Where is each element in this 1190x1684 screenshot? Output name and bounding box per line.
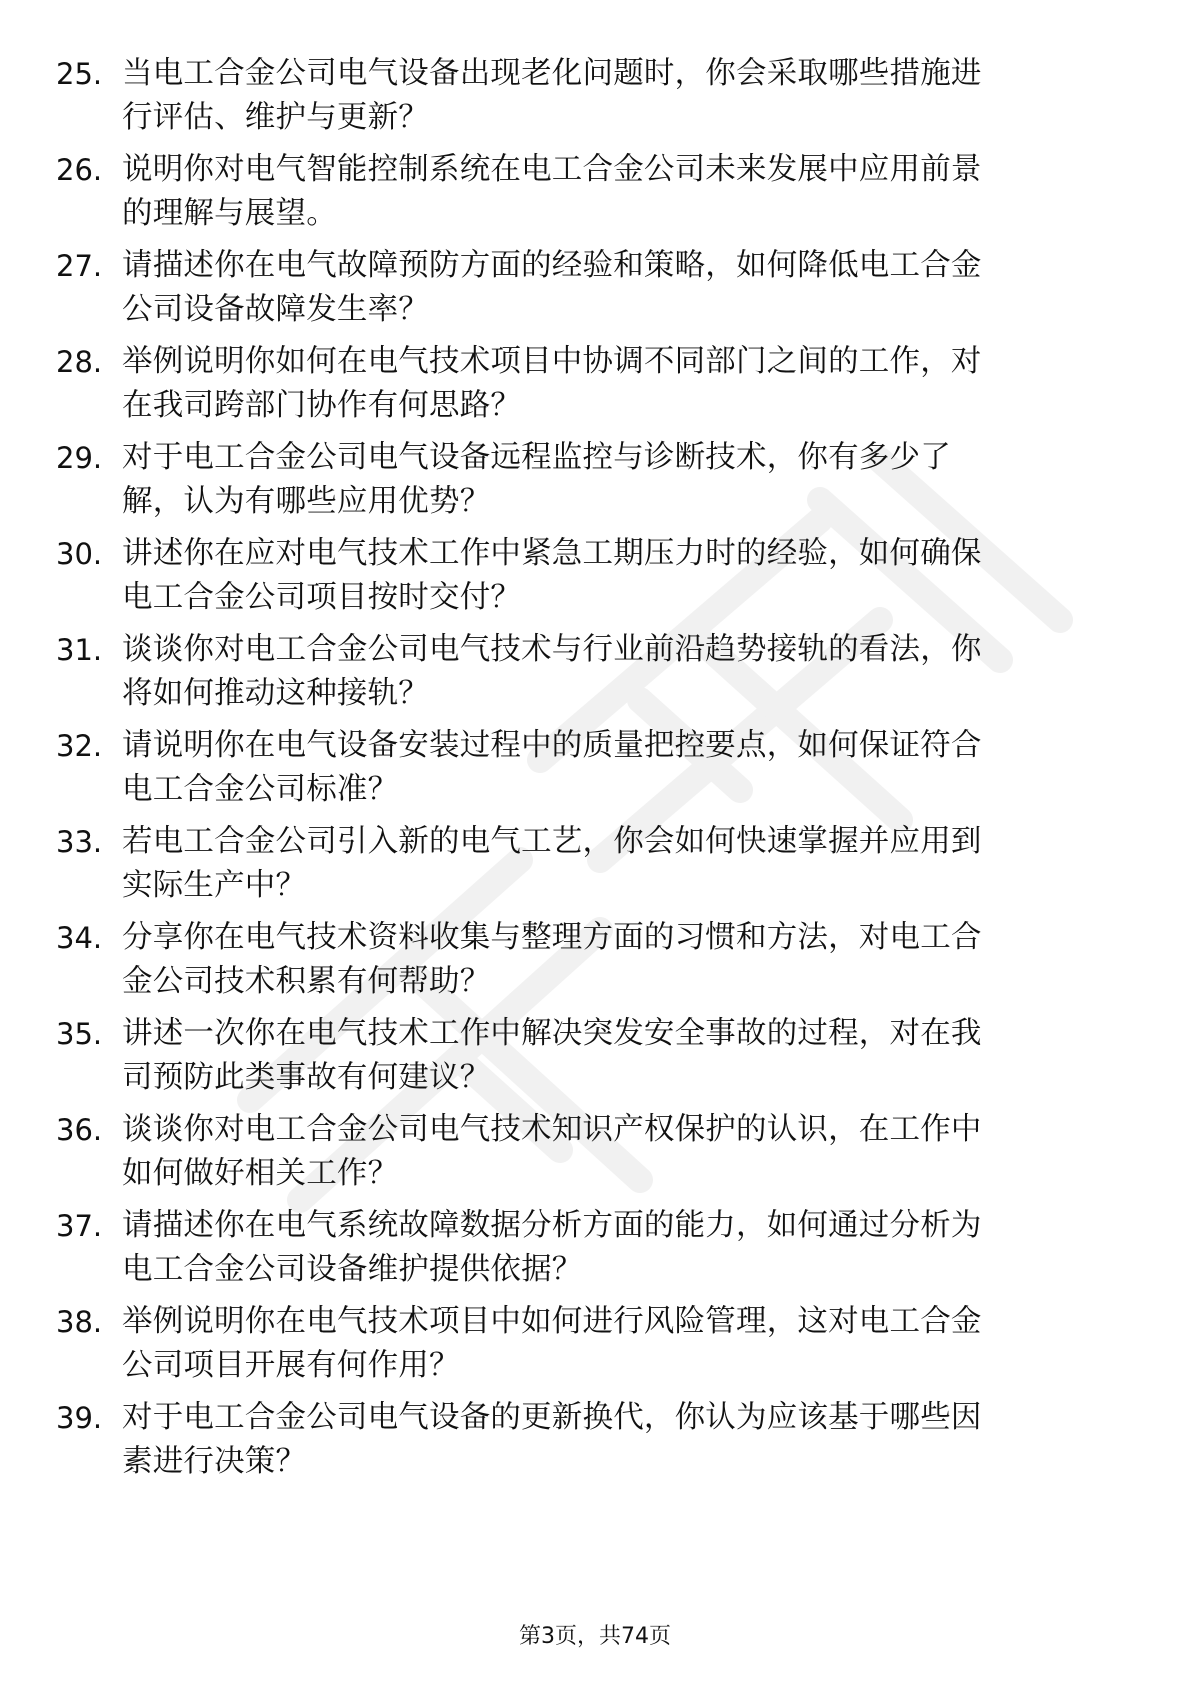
list-item bbox=[56, 724, 1136, 812]
question-text bbox=[122, 820, 1134, 908]
question-number: 27. bbox=[56, 249, 103, 283]
list-item bbox=[56, 1300, 1136, 1388]
question-text bbox=[122, 1204, 1134, 1292]
question-number: 28. bbox=[56, 345, 103, 379]
question-number: 37. bbox=[56, 1209, 103, 1243]
question-text-line: 对于电工合金公司电气设备的更新换代，你认为应该基于哪些因 bbox=[122, 1400, 982, 1435]
list-item bbox=[56, 436, 1136, 524]
list-item bbox=[56, 1396, 1136, 1484]
list-item bbox=[56, 244, 1136, 332]
question-text-line: 举例说明你在电气技术项目中如何进行风险管理，这对电工合金 bbox=[122, 1304, 982, 1339]
question-text bbox=[122, 532, 1134, 620]
list-item bbox=[56, 628, 1136, 716]
list-item bbox=[56, 148, 1136, 236]
question-text-line: 金公司技术积累有何帮助？ bbox=[122, 964, 491, 999]
list-item bbox=[56, 820, 1136, 908]
list-item bbox=[56, 1204, 1136, 1292]
question-text bbox=[122, 1396, 1134, 1484]
question-number: 32. bbox=[56, 729, 103, 763]
question-text-line: 请描述你在电气故障预防方面的经验和策略，如何降低电工合金 bbox=[122, 248, 982, 283]
question-number: 29. bbox=[56, 441, 103, 475]
question-text-line: 电工合金公司项目按时交付？ bbox=[122, 580, 522, 615]
page-number-label: 第3页，共74页 bbox=[519, 1624, 671, 1649]
question-text-line: 电工合金公司设备维护提供依据？ bbox=[122, 1252, 583, 1287]
question-text-line: 分享你在电气技术资料收集与整理方面的习惯和方法，对电工合 bbox=[122, 920, 982, 955]
list-item bbox=[56, 1108, 1136, 1196]
question-text bbox=[122, 340, 1134, 428]
question-number: 35. bbox=[56, 1017, 103, 1051]
question-text-line: 请描述你在电气系统故障数据分析方面的能力，如何通过分析为 bbox=[122, 1208, 982, 1243]
question-text-line: 解，认为有哪些应用优势？ bbox=[122, 484, 491, 519]
question-text bbox=[122, 436, 1134, 524]
question-text bbox=[122, 148, 1134, 236]
question-number: 30. bbox=[56, 537, 103, 571]
question-text-line: 讲述你在应对电气技术工作中紧急工期压力时的经验，如何确保 bbox=[122, 536, 982, 571]
question-text bbox=[122, 1012, 1134, 1100]
question-number: 25. bbox=[56, 57, 103, 91]
question-text bbox=[122, 244, 1134, 332]
question-number: 39. bbox=[56, 1401, 103, 1435]
question-text-line: 说明你对电气智能控制系统在电工合金公司未来发展中应用前景 bbox=[122, 152, 982, 187]
list-item bbox=[56, 340, 1136, 428]
question-text-line: 在我司跨部门协作有何思路？ bbox=[122, 388, 522, 423]
question-text-line: 公司设备故障发生率？ bbox=[122, 292, 429, 327]
question-text-line: 电工合金公司标准？ bbox=[122, 772, 399, 807]
question-text bbox=[122, 916, 1134, 1004]
question-text-line: 谈谈你对电工合金公司电气技术知识产权保护的认识，在工作中 bbox=[122, 1112, 982, 1147]
list-item bbox=[56, 532, 1136, 620]
question-text bbox=[122, 1108, 1134, 1196]
question-text-line: 对于电工合金公司电气设备远程监控与诊断技术，你有多少了 bbox=[122, 440, 951, 475]
question-text-line: 的理解与展望。 bbox=[122, 196, 337, 231]
page-footer bbox=[0, 1622, 1190, 1652]
question-text-line: 素进行决策？ bbox=[122, 1444, 307, 1479]
question-text-line: 谈谈你对电工合金公司电气技术与行业前沿趋势接轨的看法，你 bbox=[122, 632, 982, 667]
question-text-line: 实际生产中？ bbox=[122, 868, 307, 903]
question-text-line: 请说明你在电气设备安装过程中的质量把控要点，如何保证符合 bbox=[122, 728, 982, 763]
question-text bbox=[122, 1300, 1134, 1388]
question-number: 31. bbox=[56, 633, 103, 667]
question-text-line: 如何做好相关工作？ bbox=[122, 1156, 399, 1191]
question-text-line: 举例说明你如何在电气技术项目中协调不同部门之间的工作，对 bbox=[122, 344, 982, 379]
question-number: 26. bbox=[56, 153, 103, 187]
question-text-line: 当电工合金公司电气设备出现老化问题时，你会采取哪些措施进 bbox=[122, 56, 982, 91]
question-number: 34. bbox=[56, 921, 103, 955]
question-text-line: 讲述一次你在电气技术工作中解决突发安全事故的过程，对在我 bbox=[122, 1016, 982, 1051]
question-text bbox=[122, 724, 1134, 812]
question-text bbox=[122, 52, 1134, 140]
question-text-line: 司预防此类事故有何建议？ bbox=[122, 1060, 491, 1095]
question-text-line: 将如何推动这种接轨？ bbox=[122, 676, 429, 711]
list-item bbox=[56, 1012, 1136, 1100]
list-item bbox=[56, 52, 1136, 140]
question-text-line: 公司项目开展有何作用？ bbox=[122, 1348, 460, 1383]
question-text-line: 行评估、维护与更新？ bbox=[122, 100, 429, 135]
question-text bbox=[122, 628, 1134, 716]
question-text-line: 若电工合金公司引入新的电气工艺，你会如何快速掌握并应用到 bbox=[122, 824, 982, 859]
question-number: 36. bbox=[56, 1113, 103, 1147]
question-number: 38. bbox=[56, 1305, 103, 1339]
list-item bbox=[56, 916, 1136, 1004]
question-number: 33. bbox=[56, 825, 103, 859]
